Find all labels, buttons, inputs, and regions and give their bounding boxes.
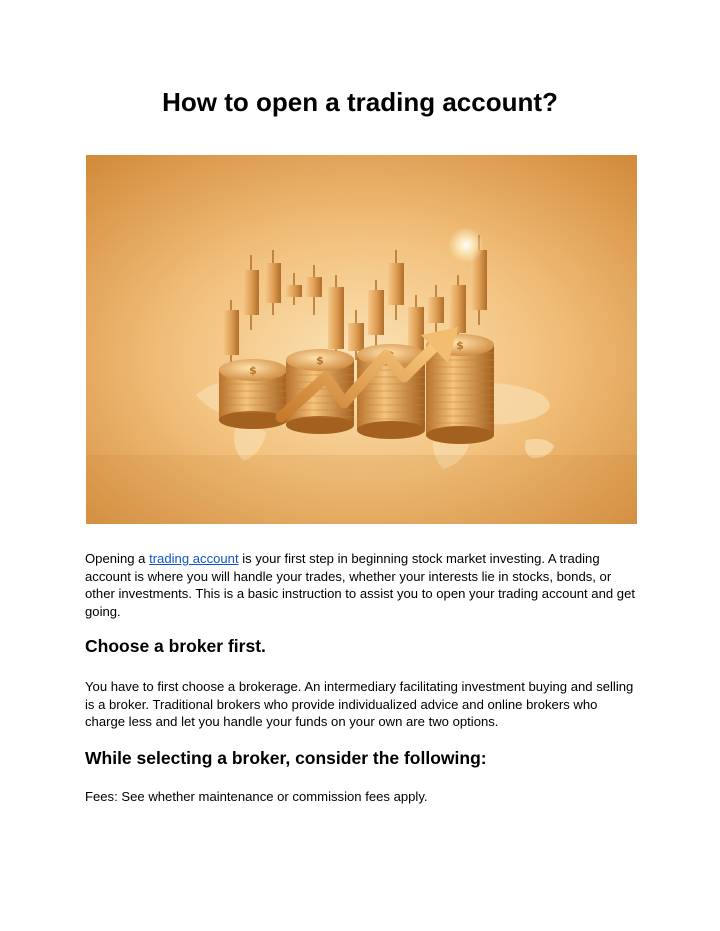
section-paragraph-choose-broker: You have to first choose a brokerage. An intermediary facilitating investment buying and selling is a broker. Traditional brokers who provide individualized advice and online brokers who charge less and let you handle your funds on your own are two options.	[85, 679, 634, 729]
svg-text:$: $	[456, 339, 464, 352]
hero-image	[86, 155, 637, 524]
intro-text-before-link: Opening a	[85, 551, 150, 566]
svg-text:$: $	[249, 364, 257, 377]
page-title: How to open a trading account?	[162, 87, 558, 117]
trading-account-link[interactable]: trading account	[149, 551, 239, 566]
intro-paragraph	[85, 550, 638, 620]
svg-text:$: $	[387, 349, 395, 362]
intro-text-after-link: is your first step in beginning stock market investing. A trading account is where you will handle your trades, whether your interests lie in stocks, bonds, or other investments. This is a basic instruction to assist you to open your trading account and get going.	[85, 551, 635, 619]
coin-stack-2	[286, 349, 354, 434]
fees-paragraph: Fees: See whether maintenance or commission fees apply.	[85, 789, 428, 804]
sparkle-icon	[448, 227, 484, 263]
hero-illustration	[86, 155, 637, 524]
section-heading-choose-broker: Choose a broker first.	[85, 636, 266, 656]
svg-text:$: $	[316, 354, 324, 367]
section-heading-selecting-broker: While selecting a broker, consider the following:	[85, 748, 487, 768]
